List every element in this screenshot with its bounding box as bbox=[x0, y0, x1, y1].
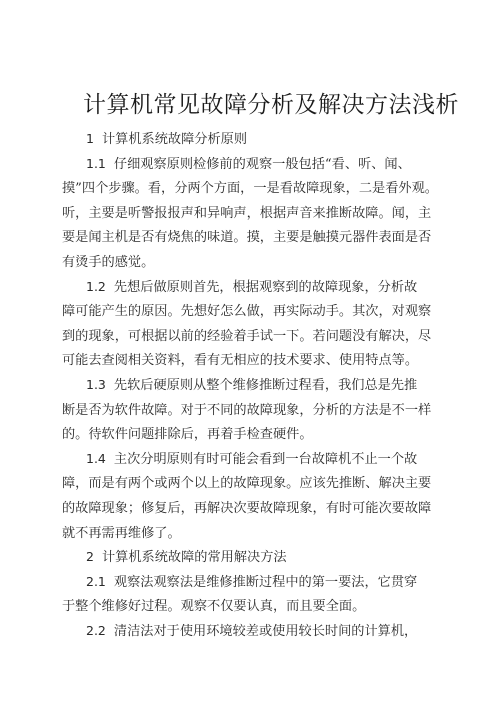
line-text: 摸”四个步骤。看，分两个方面，一是看故障现象，二是看外观。 bbox=[62, 181, 438, 197]
paragraph-line bbox=[62, 300, 431, 319]
line-text: 清洁法对于使用环境较差或使用较长时间的计算机， bbox=[113, 624, 418, 639]
subsection-number: 2.1 bbox=[86, 573, 106, 589]
line-text: 到的现象，可根据以前的经验着手试一下。若问题没有解决，尽 bbox=[62, 328, 432, 344]
line-text: 要是闻主机是否有烧焦的味道。摸，主要是触摸元器件表面是否 bbox=[62, 230, 432, 246]
line-text: 先想后做原则首先，根据观察到的故障现象，分析故 bbox=[113, 279, 418, 295]
document-title: 计算机常见故障分析及解决方法浅析 bbox=[83, 92, 459, 118]
subsection-number: 1.2 bbox=[86, 278, 106, 294]
subsection-number: 2.2 bbox=[86, 623, 106, 638]
line-text: 可能去查阅相关资料，看有无相应的技术要求、使用特点等。 bbox=[62, 353, 419, 369]
paragraph-line bbox=[86, 620, 417, 639]
subsection-number: 1.1 bbox=[86, 155, 106, 171]
line-text: 有烫手的感觉。 bbox=[62, 255, 155, 270]
paragraph-line bbox=[86, 448, 417, 467]
line-text: 先软后硬原则从整个维修推断过程看，我们总是先推 bbox=[113, 378, 418, 393]
line-text: 障，而是有两个或两个以上的故障现象。应该先推断、解决主要 bbox=[62, 476, 432, 492]
line-text: 的故障现象；修复后，再解决次要故障现象，有时可能次要故障 bbox=[62, 501, 432, 516]
paragraph-line bbox=[86, 153, 411, 172]
line-text: 听，主要是听警报报声和异响声，根据声音来推断故障。闻，主 bbox=[62, 205, 432, 221]
line-text: 计算机系统故障分析原则 bbox=[101, 132, 248, 147]
paragraph-line bbox=[86, 571, 417, 590]
paragraph-line bbox=[62, 472, 431, 491]
line-text: 计算机系统故障的常用解决方法 bbox=[101, 550, 287, 566]
line-text: 障可能产生的原因。先想好怎么做，再实际动手。其次，对观察 bbox=[62, 304, 432, 320]
line-text: 断是否为软件故障。对于不同的故障现象，分析的方法是不一样 bbox=[62, 402, 432, 418]
paragraph-line bbox=[62, 202, 431, 221]
paragraph-line bbox=[86, 276, 417, 295]
paragraph-line bbox=[62, 497, 431, 516]
paragraph-line bbox=[62, 226, 431, 245]
section-number: 1 bbox=[86, 131, 94, 146]
section-heading bbox=[86, 128, 247, 147]
paragraph-line bbox=[62, 399, 431, 418]
paragraph-line bbox=[62, 251, 154, 270]
section-heading bbox=[86, 546, 287, 565]
paragraph-line bbox=[86, 374, 417, 393]
paragraph-line bbox=[62, 522, 181, 541]
subsection-number: 1.4 bbox=[86, 450, 106, 466]
line-text: 就不再需再维修了。 bbox=[62, 525, 181, 541]
paragraph-line bbox=[62, 177, 438, 196]
paragraph-line bbox=[62, 595, 365, 614]
line-text: 仔细观察原则检修前的观察一般包括“看、听、闻、 bbox=[113, 156, 411, 172]
paragraph-line bbox=[62, 325, 431, 344]
line-text: 的。待软件问题排除后，再着手检查硬件。 bbox=[62, 427, 313, 443]
line-text: 主次分明原则有时可能会看到一台故障机不止一个故 bbox=[113, 451, 418, 467]
line-text: 观察法观察法是维修推断过程中的第一要法，它贯穿 bbox=[113, 574, 418, 590]
paragraph-line bbox=[62, 349, 418, 368]
line-text: 于整个维修好过程。观察不仅要认真，而且要全面。 bbox=[62, 599, 366, 615]
subsection-number: 1.3 bbox=[86, 377, 106, 392]
paragraph-line bbox=[62, 423, 313, 442]
section-number: 2 bbox=[86, 549, 94, 565]
